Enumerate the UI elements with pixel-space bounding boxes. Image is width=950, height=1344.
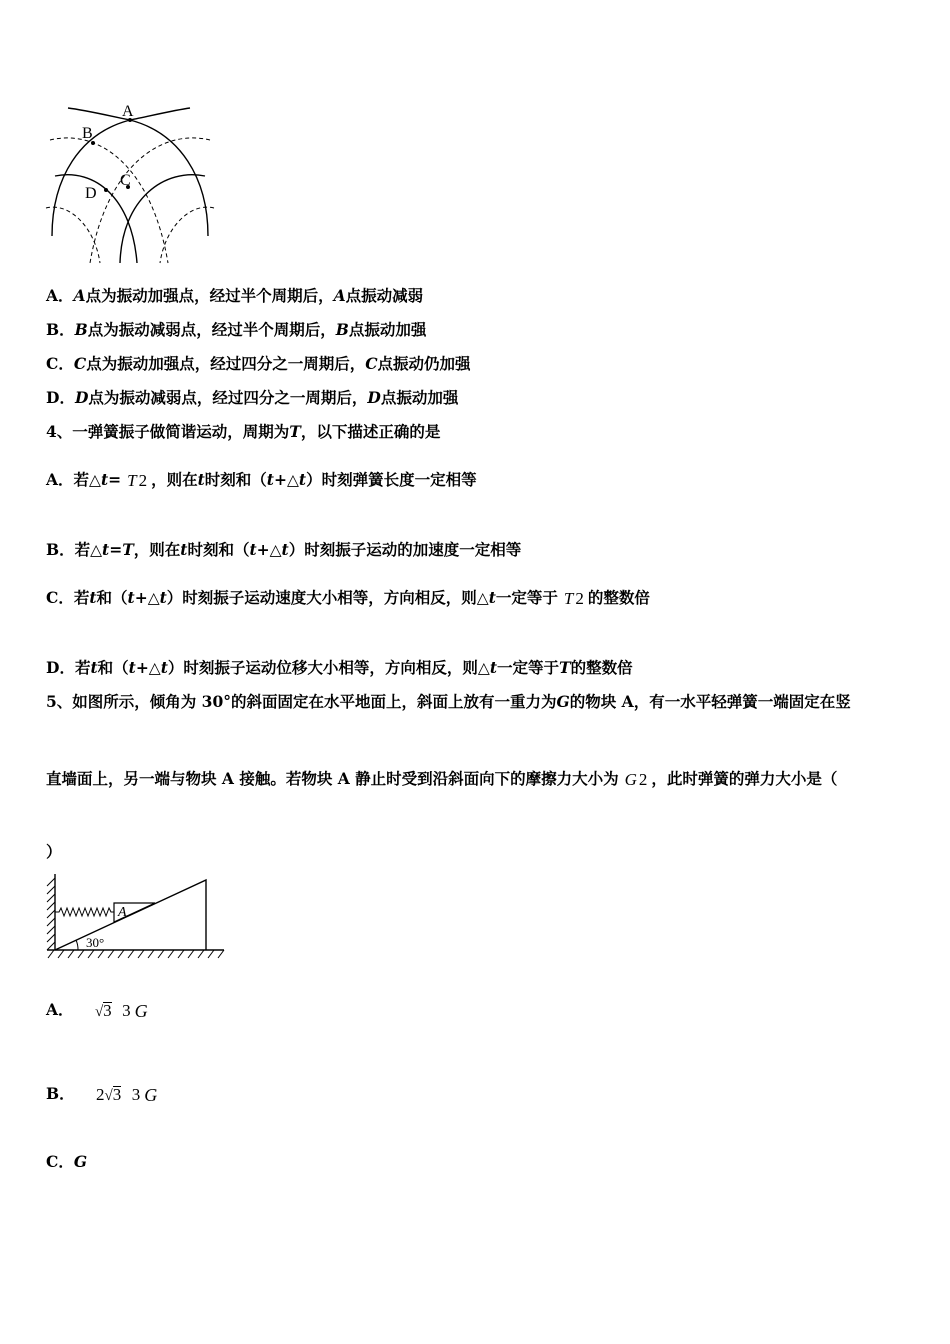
q4-option-c: C．若t和（t+△t）时刻振子运动速度大小相等，方向相反，则△t一定等于 T 2 的整数倍	[46, 576, 650, 621]
wall-hatching	[47, 878, 55, 950]
ground-hatching	[48, 950, 224, 958]
q4-option-b: B．若△t=T，则在t时刻和（t+△t）时刻振子运动的加速度一定相等	[46, 540, 522, 559]
fraction-2root3-over-3: 2√3 3	[96, 1085, 141, 1104]
dashed-arc-2	[90, 138, 210, 263]
q3-option-b: B．B点为振动减弱点，经过半个周期后，B点振动加强	[46, 320, 427, 339]
point-d	[104, 188, 108, 192]
dashed-arc-4	[160, 207, 214, 263]
q5-stem-line2: 直墙面上，另一端与物块 A 接触。若物块 A 静止时受到沿斜面向下的摩擦力大小为 G 2 ，此时弹簧的弹力大小是（	[46, 757, 837, 802]
fraction-t-over-2: T 2	[127, 471, 148, 490]
q5-option-b: B． 2√3 3 G	[46, 1072, 157, 1117]
fraction-g-over-2: G 2	[624, 770, 648, 789]
q5-stem-line3: ）	[46, 842, 62, 861]
label-d: D	[85, 185, 97, 202]
q4-option-a: A．若△t= T 2 ，则在t时刻和（t+△t）时刻弹簧长度一定相等	[46, 458, 477, 503]
fraction-t-over-2: T 2	[563, 589, 584, 608]
q4-option-d: D．若t和（t+△t）时刻振子运动位移大小相等，方向相反，则△t一定等于T的整数倍	[46, 658, 633, 677]
q4-stem: 4、一弹簧振子做简谐运动，周期为T，以下描述正确的是	[46, 422, 441, 441]
q3-option-a: A．A点为振动加强点，经过半个周期后，A点振动减弱	[46, 286, 424, 305]
label-a: A	[122, 103, 134, 120]
angle-label: 30°	[86, 935, 105, 950]
q5-option-c: C．G	[46, 1152, 88, 1171]
fraction-root3-over-3: √3 3	[94, 1001, 131, 1020]
incline-figure	[42, 868, 228, 960]
spring	[55, 908, 114, 916]
label-c: C	[120, 172, 131, 189]
interference-figure	[40, 98, 220, 270]
q3-option-c: C．C点为振动加强点，经过四分之一周期后，C点振动仍加强	[46, 354, 471, 373]
block-label: A	[118, 905, 127, 920]
angle-arc	[76, 940, 78, 950]
label-b: B	[82, 125, 93, 142]
q5-option-a: A． √3 3 G	[46, 988, 148, 1033]
q5-stem-line1: 5、如图所示，倾角为 30°的斜面固定在水平地面上，斜面上放有一重力为G的物块 A，有一水平轻弹簧一端固定在竖	[46, 692, 851, 711]
q3-option-d: D．D点为振动减弱点，经过四分之一周期后，D点振动加强	[46, 388, 459, 407]
